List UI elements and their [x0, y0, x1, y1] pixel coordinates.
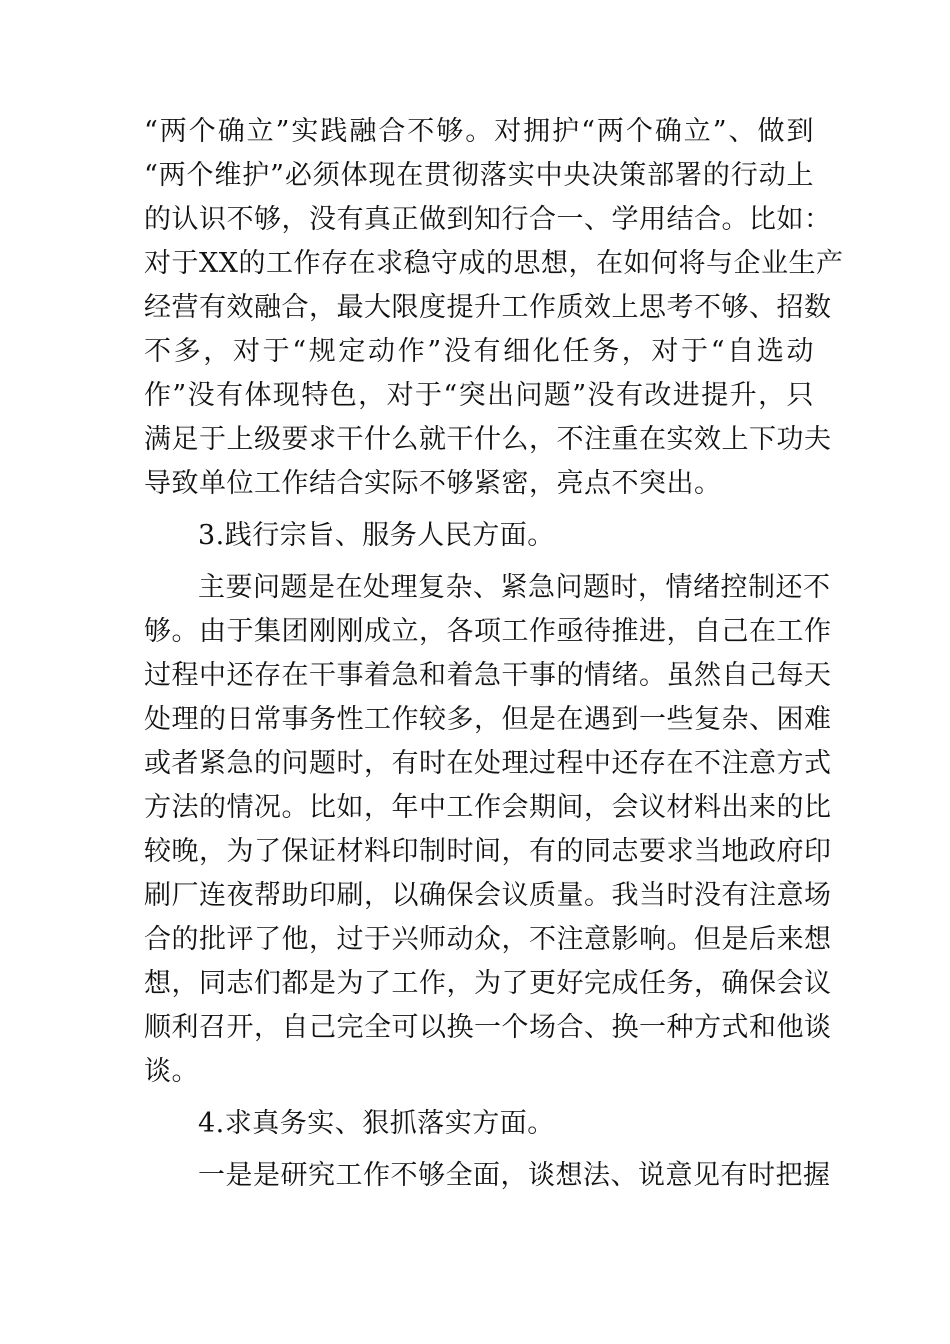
text-line: 主要问题是在处理复杂、紧急问题时，情绪控制还不 [198, 572, 831, 603]
section-heading: 3.践行宗旨、服务人民方面。 [198, 520, 555, 551]
text-line: 谈。 [144, 1056, 199, 1087]
text-line: 经营有效融合，最大限度提升工作质效上思考不够、招数 [144, 292, 832, 323]
text-line: 导致单位工作结合实际不够紧密，亮点不突出。 [144, 468, 722, 499]
text-line: 的认识不够，没有真正做到知行合一、学用结合。比如： [144, 204, 832, 235]
text-line: 方法的情况。比如，年中工作会期间，会议材料出来的比 [144, 792, 832, 823]
text-line: 够。由于集团刚刚成立，各项工作亟待推进，自己在工作 [144, 616, 832, 647]
text-line: 处理的日常事务性工作较多，但是在遇到一些复杂、困难 [144, 704, 832, 735]
text-line: 作”没有体现特色，对于“突出问题”没有改进提升，只 [144, 380, 814, 411]
text-line: 对于XX的工作存在求稳守成的思想，在如何将与企业生产 [144, 248, 844, 279]
text-line: 过程中还存在干事着急和着急干事的情绪。虽然自己每天 [144, 660, 832, 691]
text-line: “两个确立”实践融合不够。对拥护“两个确立”、做到 [144, 116, 814, 147]
text-line: 合的批评了他，过于兴师动众，不注意影响。但是后来想 [144, 924, 832, 955]
text-line: 一是是研究工作不够全面，谈想法、说意见有时把握 [198, 1160, 831, 1191]
section-heading: 4.求真务实、狠抓落实方面。 [198, 1108, 555, 1139]
text-line: 刷厂连夜帮助印刷，以确保会议质量。我当时没有注意场 [144, 880, 832, 911]
text-line: 满足于上级要求干什么就干什么，不注重在实效上下功夫 [144, 424, 832, 455]
text-line: 顺利召开，自己完全可以换一个场合、换一种方式和他谈 [144, 1012, 832, 1043]
text-line: 想，同志们都是为了工作，为了更好完成任务，确保会议 [144, 968, 832, 999]
text-line: 或者紧急的问题时，有时在处理过程中还存在不注意方式 [144, 748, 832, 779]
text-line: “两个维护”必须体现在贯彻落实中央决策部署的行动上 [144, 160, 814, 191]
text-line: 不多，对于“规定动作”没有细化任务，对于“自选动 [144, 336, 814, 367]
text-line: 较晚，为了保证材料印制时间，有的同志要求当地政府印 [144, 836, 832, 867]
